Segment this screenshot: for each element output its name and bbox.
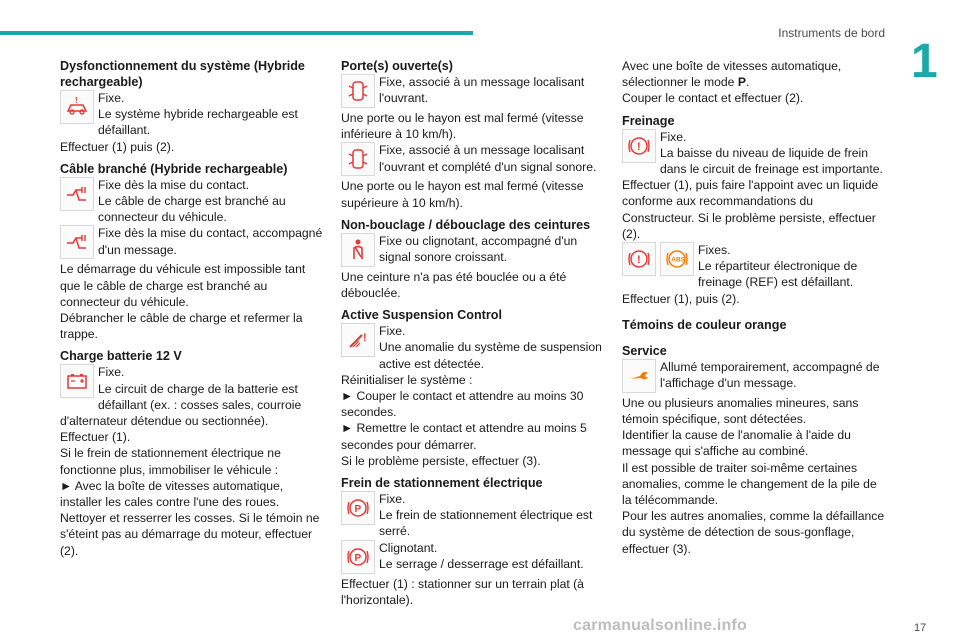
svg-text:!: ! — [637, 254, 641, 267]
svg-text:!: ! — [363, 332, 367, 345]
entry-text: Il est possible de traiter soi-même certaines anomalies, comme le changement de la pile de la télécommande. — [622, 460, 877, 508]
entry-text: ► Remettre le contact et attendre au moins 5 secondes pour démarrer. — [341, 421, 587, 452]
section-title-parking-brake: Frein de stationnement électrique — [341, 476, 543, 491]
column-3 — [622, 58, 887, 557]
wrench-icon — [622, 359, 656, 393]
warning-entry — [622, 129, 887, 178]
door-open-icon — [341, 142, 375, 176]
entry-text: Effectuer (1) puis (2). — [60, 139, 175, 154]
warning-entry — [341, 491, 606, 540]
entry-text: Clignotant. — [379, 540, 438, 555]
entry-text: ► Avec la boîte de vitesses automatique, installer les cales contre l'une des roues. — [60, 478, 284, 510]
watermark: carmanualsonline.info — [573, 617, 748, 634]
section-title-service: Service — [622, 343, 667, 358]
chapter-number: 1 — [911, 35, 938, 88]
entry-text: Effectuer (1), puis (2). — [622, 291, 740, 306]
page-number: 17 — [914, 622, 927, 634]
column-2 — [341, 58, 606, 608]
entry-text: Effectuer (1) : stationner sur un terrain plat (à l'horizontale). — [341, 576, 584, 607]
entry-text: Couper le contact et effectuer (2). — [622, 91, 804, 106]
warning-entry — [60, 364, 325, 429]
warning-entry — [60, 177, 325, 226]
entry-text: Débrancher le câble de charge et refermer la trappe. — [60, 311, 303, 342]
svg-text:!: ! — [637, 140, 641, 153]
entry-text: Effectuer (1), puis faire l'appoint avec un liquide conforme aux recommandations du Constructeur. Si le problème persiste, effectuer (2). — [622, 178, 879, 241]
entry-text: Fixe. — [98, 91, 125, 105]
entry-text: Si le frein de stationnement électrique ne fonctionne plus, immobiliser le véhicule : — [60, 446, 281, 477]
seatbelt-icon — [341, 233, 375, 267]
entry-text: Fixe, associé à un message localisant l'ouvrant. — [379, 75, 585, 106]
section-title-orange-lights: Témoins de couleur orange — [622, 317, 787, 332]
entry-text: Le câble de charge est branché au connecteur du véhicule. — [98, 194, 286, 225]
section-title-braking: Freinage — [622, 113, 675, 128]
header-accent-bar — [0, 31, 473, 35]
warning-entry — [60, 225, 325, 261]
door-open-icon — [341, 74, 375, 108]
entry-text: Fixe dès la mise du contact, accompagné d'un message. — [98, 226, 323, 257]
section-title-active-suspension: Active Suspension Control — [341, 308, 502, 323]
entry-text: Le frein de stationnement électrique est serré. — [379, 508, 593, 539]
section-title-seatbelts: Non-bouclage / débouclage des ceintures — [341, 217, 591, 232]
entry-text: Nettoyer et resserrer les cosses. Si le témoin ne s'éteint pas au démarrage du moteur, effectuer (2). — [60, 511, 320, 558]
suspension-warning-icon — [341, 323, 375, 357]
warning-entry — [341, 142, 606, 178]
parking-brake-icon — [341, 540, 375, 574]
svg-text:ABS: ABS — [671, 256, 686, 264]
brake-warning-icon — [622, 242, 656, 276]
section-title-cable-connected: Câble branché (Hybride rechargeable) — [60, 161, 288, 176]
entry-text: Le système hybride rechargeable est défaillant. — [98, 107, 298, 138]
entry-text: Le démarrage du véhicule est impossible tant que le câble de charge est branché au connecteur du véhicule. — [60, 262, 306, 309]
abs-icon — [660, 242, 694, 276]
entry-text: Une ou plusieurs anomalies mineures, sans témoin spécifique, sont détectées. — [622, 395, 859, 427]
entry-text: Fixe. — [379, 492, 406, 507]
charging-cable-icon — [60, 177, 94, 211]
warning-entry — [341, 540, 606, 576]
section-title-battery-charge: Charge batterie 12 V — [60, 349, 182, 364]
entry-text: Identifier la cause de l'anomalie à l'aide du message qui s'affiche au combiné. — [622, 428, 851, 459]
warning-entry — [341, 323, 606, 372]
warning-entry — [341, 74, 606, 110]
entry-text: Fixe. — [660, 129, 687, 144]
entry-text: Réinitialiser le système : — [341, 372, 473, 387]
entry-text: Le serrage / desserrage est défaillant. — [379, 556, 584, 571]
brake-warning-icon — [622, 129, 656, 163]
entry-text: Fixe. — [98, 365, 125, 380]
entry-text: ► Couper le contact et attendre au moins 30 secondes. — [341, 389, 584, 420]
entry-text: Fixe. — [379, 324, 406, 339]
entry-text: Le répartiteur électronique de freinage (REF) est défaillant. — [698, 259, 858, 290]
entry-text: Fixe ou clignotant, accompagné d'un signal sonore croissant. — [379, 233, 578, 265]
svg-text:!: ! — [75, 96, 78, 105]
parking-brake-icon — [341, 491, 375, 525]
entry-text: Fixes. — [698, 243, 731, 258]
entry-text: Allumé temporairement, accompagné de l'affichage d'un message. — [660, 359, 880, 391]
hybrid-car-warning-icon — [60, 90, 94, 124]
entry-text: Une porte ou le hayon est mal fermé (vitesse supérieure à 10 km/h). — [341, 179, 584, 210]
entry-text: Le circuit de charge de la batterie est défaillant (ex. : cosses sales, courroie d'alternateur détendue ou sectionnée). — [60, 381, 302, 429]
charging-cable-icon — [60, 225, 94, 259]
section-title-doors-open: Porte(s) ouverte(s) — [341, 59, 453, 73]
page-header-title: Instruments de bord — [778, 26, 885, 40]
entry-text: Fixe, associé à un message localisant l'ouvrant et complété d'un signal sonore. — [379, 143, 597, 174]
svg-text:P: P — [354, 552, 362, 564]
entry-text: Pour les autres anomalies, comme la défaillance du système de détection de sous-gonflage, effectuer (3). — [622, 509, 885, 556]
entry-text: Si le problème persiste, effectuer (3). — [341, 453, 541, 468]
column-1 — [60, 58, 325, 559]
section-title-hybrid-malfunction: Dysfonctionnement du système (Hybride rechargeable) — [60, 59, 305, 89]
entry-text: La baisse du niveau de liquide de frein dans le circuit de freinage est importante. — [660, 145, 883, 177]
entry-text: Fixe dès la mise du contact. — [98, 177, 250, 192]
entry-text: Une anomalie du système de suspension active est détectée. — [379, 340, 602, 371]
intro-text: Avec une boîte de vitesses automatique, sélectionner le mode P. — [622, 59, 842, 90]
warning-entry — [622, 359, 887, 395]
warning-entry — [341, 233, 606, 269]
battery-icon — [60, 364, 94, 398]
entry-text: Une ceinture n'a pas été bouclée ou a été débouclée. — [341, 269, 567, 301]
svg-text:P: P — [354, 504, 362, 516]
entry-text: Effectuer (1). — [60, 430, 131, 445]
warning-entry — [622, 242, 887, 291]
warning-entry — [60, 90, 325, 139]
entry-text: Une porte ou le hayon est mal fermé (vitesse inférieure à 10 km/h). — [341, 111, 584, 142]
